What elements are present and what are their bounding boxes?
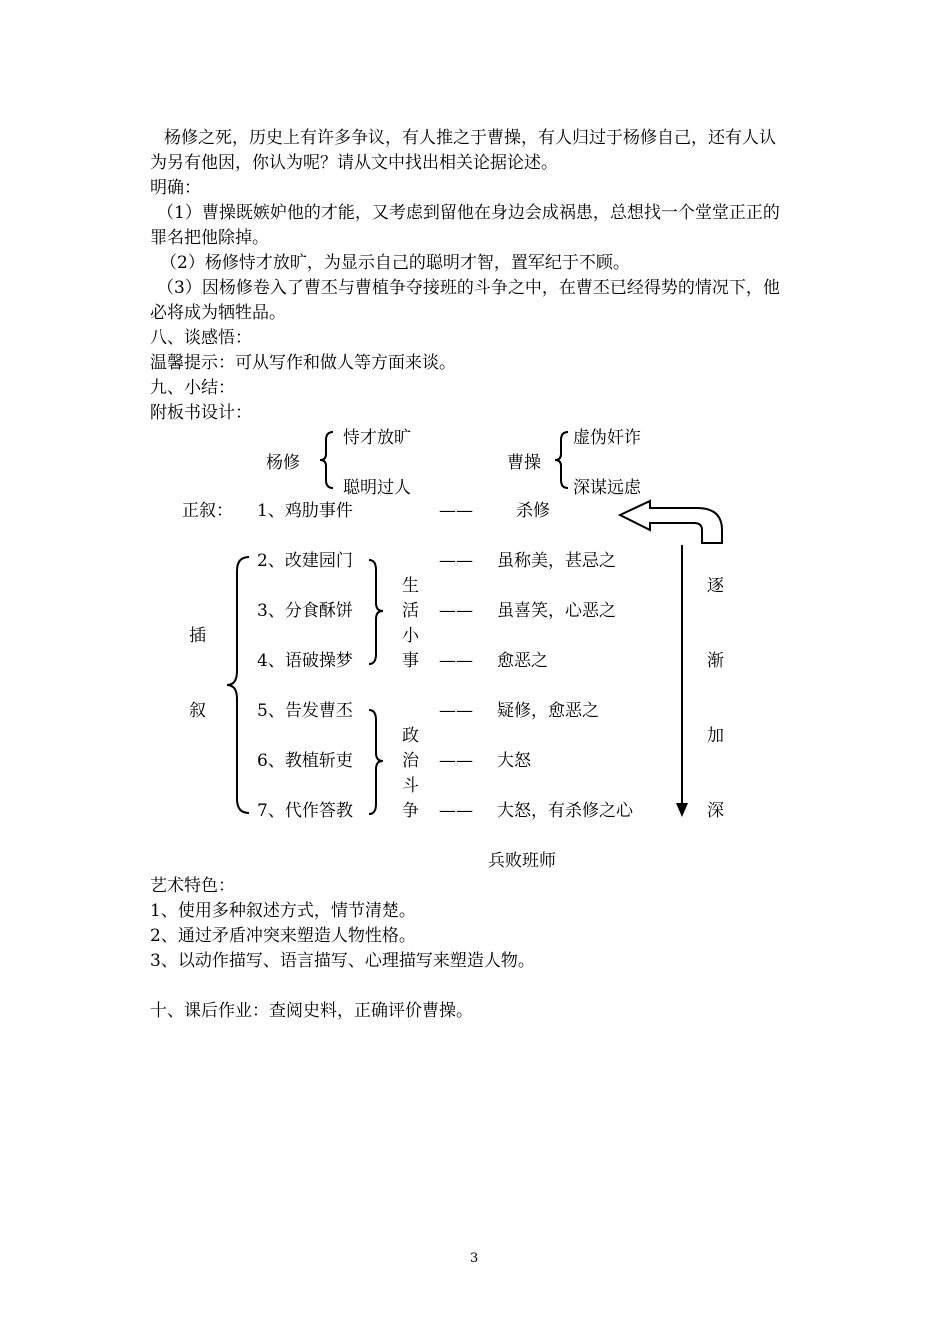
progress-char-4: 深: [707, 801, 724, 821]
dash-7: ——: [439, 801, 473, 821]
dash-6: ——: [439, 751, 473, 771]
life-char-1: 生: [402, 576, 419, 596]
question-line-2: 为另有他因，你认为呢？请从文中找出相关论据论述。: [150, 153, 558, 173]
dash-4: ——: [439, 651, 473, 671]
dash-5: ——: [439, 701, 473, 721]
politics-char-4: 争: [402, 801, 419, 821]
yangxiu-brace: [318, 430, 338, 490]
answer-3-line-2: 必将成为牺牲品。: [150, 303, 286, 323]
politics-brace: [365, 708, 387, 818]
result-5: 疑修，愈恶之: [497, 701, 599, 721]
result-6: 大怒: [497, 751, 531, 771]
zhengxu-label: 正叙：: [182, 501, 233, 521]
caocao-brace: [553, 430, 573, 490]
dash-1: ——: [439, 501, 473, 521]
event-4: 4、语破操梦: [257, 651, 353, 671]
answer-1-line-1: （1）曹操既嫉妒他的才能，又考虑到留他在身边会成祸患，总想找一个堂堂正正的: [157, 203, 780, 223]
politics-char-1: 政: [402, 726, 419, 746]
caocao-label: 曹操: [507, 453, 541, 473]
art-title: 艺术特色：: [150, 876, 235, 896]
chaxu-brace: [225, 555, 253, 815]
yangxiu-trait-1: 恃才放旷: [343, 428, 411, 448]
caocao-trait-2: 深谋远虑: [573, 478, 641, 498]
event-1: 1、鸡肋事件: [257, 501, 353, 521]
event-2: 2、改建园门: [257, 551, 353, 571]
progress-char-1: 逐: [707, 576, 724, 596]
progress-char-3: 加: [707, 726, 724, 746]
section-10: 十、课后作业：查阅史料，正确评价曹操。: [150, 1001, 473, 1021]
result-1: 杀修: [516, 501, 550, 521]
answer-2: （2）杨修恃才放旷，为显示自己的聪明才智，置军纪于不顾。: [160, 253, 630, 273]
event-6: 6、教植斩吏: [257, 751, 353, 771]
down-arrow: [674, 545, 690, 820]
caocao-trait-1: 虚伪奸诈: [573, 428, 641, 448]
politics-char-3: 斗: [402, 776, 419, 796]
event-5: 5、告发曹丕: [257, 701, 353, 721]
event-3: 3、分食酥饼: [257, 601, 353, 621]
dash-2: ——: [439, 551, 473, 571]
yangxiu-label: 杨修: [266, 453, 300, 473]
art-item-1: 1、使用多种叙述方式，情节清楚。: [150, 901, 416, 921]
result-3: 虽喜笑，心恶之: [497, 601, 616, 621]
result-7: 大怒，有杀修之心: [497, 801, 633, 821]
return-arrow: [612, 498, 727, 548]
result-4: 愈恶之: [497, 651, 548, 671]
art-item-3: 3、以动作描写、语言描写、心理描写来塑造人物。: [150, 951, 535, 971]
section-8-title: 八、谈感悟：: [150, 328, 252, 348]
life-char-3: 小: [402, 626, 419, 646]
life-char-4: 事: [402, 651, 419, 671]
event-7: 7、代作答教: [257, 801, 353, 821]
section-9-title: 九、小结：: [150, 378, 235, 398]
politics-char-2: 治: [402, 751, 419, 771]
answer-1-line-2: 罪名把他除掉。: [150, 228, 269, 248]
board-design-label: 附板书设计：: [150, 403, 252, 423]
art-item-2: 2、通过矛盾冲突来塑造人物性格。: [150, 926, 416, 946]
result-2: 虽称美，甚忌之: [497, 551, 616, 571]
chaxu-label-2: 叙: [189, 701, 206, 721]
question-line-1: 杨修之死，历史上有许多争议，有人推之于曹操，有人归过于杨修自己，还有人认: [164, 128, 776, 148]
life-char-2: 活: [402, 601, 419, 621]
dash-3: ——: [439, 601, 473, 621]
chaxu-label-1: 插: [189, 626, 206, 646]
answer-3-line-1: （3）因杨修卷入了曹丕与曹植争夺接班的斗争之中，在曹丕已经得势的情况下，他: [157, 278, 780, 298]
progress-char-2: 渐: [707, 651, 724, 671]
answer-label: 明确：: [150, 178, 201, 198]
ending-label: 兵败班师: [488, 851, 556, 871]
life-brace: [365, 558, 387, 668]
page-number: 3: [470, 1251, 479, 1266]
yangxiu-trait-2: 聪明过人: [343, 478, 411, 498]
section-8-tip: 温馨提示：可从写作和做人等方面来谈。: [150, 353, 456, 373]
